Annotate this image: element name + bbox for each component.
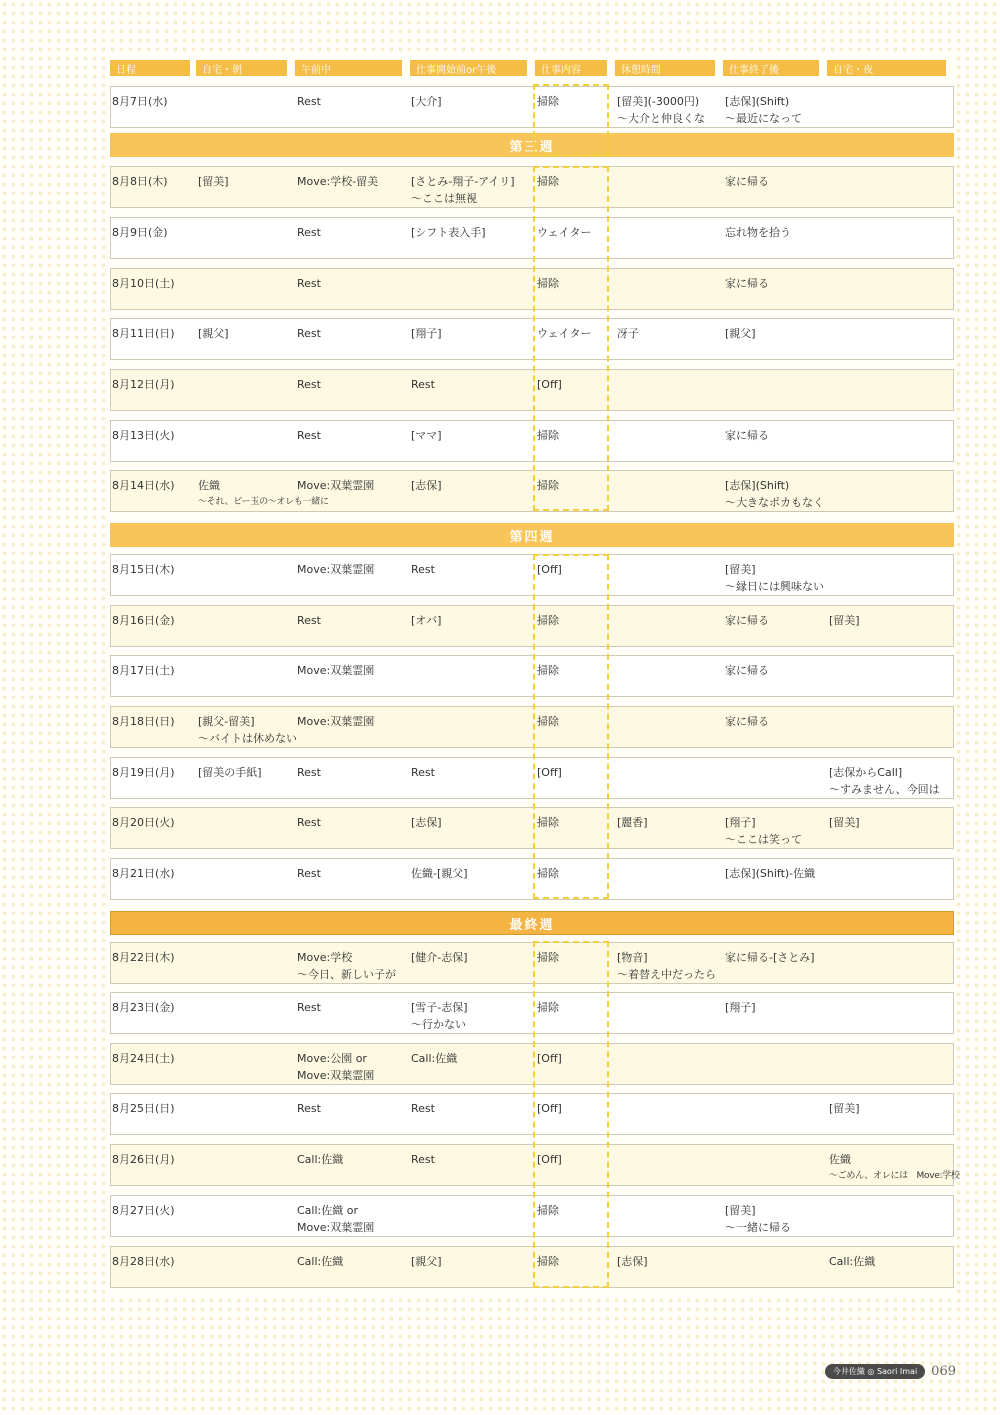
schedule-row — [110, 807, 954, 849]
cell-before-work — [411, 1253, 442, 1270]
week-banner: 最終週 — [110, 911, 954, 935]
cell-morning — [297, 376, 321, 393]
cell-line: Move:公園 or — [297, 1052, 367, 1065]
cell-line: [親父-留美] — [198, 715, 255, 728]
cell-after-work — [725, 999, 756, 1016]
cell-line: [オバ] — [411, 614, 442, 627]
cell-work — [537, 173, 559, 190]
cell-before-work — [411, 612, 441, 629]
week-banner: 第四週 — [110, 523, 954, 547]
cell-date — [112, 1050, 175, 1067]
cell-home-night — [829, 612, 860, 629]
cell-line: Call:佐織 — [829, 1255, 876, 1268]
schedule-row — [110, 706, 954, 748]
cell-break — [617, 1253, 648, 1270]
cell-line: 掃除 — [537, 867, 559, 880]
cell-break — [617, 949, 716, 983]
schedule-row — [110, 605, 954, 647]
cell-line: 家に帰る — [725, 614, 769, 627]
cell-date — [112, 376, 175, 393]
cell-line: [Off] — [537, 378, 562, 391]
cell-morning — [297, 1050, 374, 1084]
cell-line: [Off] — [537, 1052, 562, 1065]
cell-line: ～すみません、今回は — [829, 783, 940, 796]
cell-before-work — [411, 1050, 457, 1067]
schedule-row — [110, 992, 954, 1034]
cell-note: ～それ、ビー玉の～オレも一緒に — [198, 497, 329, 507]
cell-morning — [297, 764, 321, 781]
schedule-row — [110, 858, 954, 900]
schedule-sheet — [106, 56, 960, 1296]
cell-date — [112, 561, 175, 578]
cell-line: Move:双葉霊園 — [297, 1221, 375, 1234]
schedule-row — [110, 1043, 954, 1085]
cell-before-work — [411, 1100, 435, 1117]
cell-morning — [297, 999, 321, 1016]
cell-line: 佐織 — [198, 479, 220, 492]
cell-line: Rest — [297, 867, 321, 880]
cell-after-work — [725, 477, 824, 511]
schedule-row — [110, 217, 954, 259]
cell-date — [112, 1100, 175, 1117]
schedule-row — [110, 942, 954, 984]
cell-home-morning — [198, 713, 297, 747]
cell-after-work — [725, 561, 824, 595]
cell-line: Rest — [297, 226, 321, 239]
cell-morning — [297, 224, 321, 241]
cell-work — [537, 865, 559, 882]
cell-morning — [297, 662, 374, 679]
cell-line: [翔子] — [725, 1001, 756, 1014]
cell-line: 8月7日(水) — [112, 95, 168, 108]
cell-line: 家に帰る — [725, 664, 769, 677]
cell-work — [537, 561, 562, 578]
cell-after-work — [725, 865, 815, 882]
cell-line: Call:佐織 — [297, 1153, 344, 1166]
cell-home-morning — [198, 325, 229, 342]
cell-line: [留美] — [829, 1102, 860, 1115]
cell-before-work — [411, 477, 442, 494]
cell-line: 8月22日(木) — [112, 951, 175, 964]
cell-line: 8月14日(水) — [112, 479, 175, 492]
header-cell: 仕事内容 — [535, 60, 607, 76]
cell-line: Rest — [411, 563, 435, 576]
cell-line: 8月11日(日) — [112, 327, 175, 340]
cell-home-morning — [198, 173, 229, 190]
cell-line: 掃除 — [537, 429, 559, 442]
cell-home-night — [829, 1253, 875, 1270]
cell-date — [112, 224, 168, 241]
cell-work — [537, 1202, 559, 1219]
cell-morning — [297, 275, 321, 292]
cell-work — [537, 1050, 562, 1067]
cell-work — [537, 224, 592, 241]
week-banner: 第三週 — [110, 133, 954, 157]
cell-after-work — [725, 1202, 791, 1236]
cell-line: ウェイター — [537, 226, 592, 239]
cell-before-work — [411, 224, 486, 241]
cell-morning — [297, 561, 374, 578]
cell-date — [112, 764, 175, 781]
cell-morning — [297, 427, 321, 444]
cell-before-work — [411, 814, 442, 831]
cell-line: Rest — [411, 378, 435, 391]
cell-line: 掃除 — [537, 664, 559, 677]
cell-line: ～最近になって — [725, 112, 802, 125]
cell-after-work — [725, 612, 769, 629]
cell-line: Rest — [297, 1001, 321, 1014]
cell-line: [Off] — [537, 563, 562, 576]
cell-line: ～大きなポカもなく — [725, 496, 824, 509]
cell-line: [留美] — [829, 614, 860, 627]
cell-before-work — [411, 325, 442, 342]
cell-work — [537, 1151, 562, 1168]
cell-date — [112, 612, 175, 629]
cell-work — [537, 999, 559, 1016]
schedule-row — [110, 470, 954, 512]
cell-line: Rest — [297, 429, 321, 442]
cell-line: Move:双葉霊園 — [297, 715, 375, 728]
cell-morning — [297, 713, 374, 730]
cell-morning — [297, 1151, 343, 1168]
cell-after-work — [725, 325, 756, 342]
cell-after-work — [725, 814, 802, 848]
cell-work — [537, 764, 562, 781]
cell-line: [物音] — [617, 951, 648, 964]
cell-morning — [297, 949, 396, 983]
cell-line: [翔子] — [411, 327, 442, 340]
cell-line: [ママ] — [411, 429, 442, 442]
cell-work — [537, 477, 559, 494]
cell-work — [537, 612, 559, 629]
character-badge: 今井佐織 ◎ Saori Imai — [825, 1364, 925, 1379]
cell-line: Rest — [411, 766, 435, 779]
cell-line: ～着替え中だったら — [617, 968, 716, 981]
cell-line: Move:学校 — [297, 951, 353, 964]
cell-date — [112, 93, 168, 110]
cell-line: 8月16日(金) — [112, 614, 175, 627]
schedule-row — [110, 420, 954, 462]
cell-line: Move:双葉霊園 — [297, 563, 375, 576]
cell-work — [537, 325, 592, 342]
header-cell: 仕事終了後 — [723, 60, 819, 76]
cell-after-work — [725, 224, 791, 241]
cell-home-night — [829, 814, 860, 831]
cell-line: 8月9日(金) — [112, 226, 168, 239]
cell-morning — [297, 325, 321, 342]
cell-work — [537, 713, 559, 730]
cell-line: 8月10日(土) — [112, 277, 175, 290]
cell-line: [Off] — [537, 766, 562, 779]
cell-date — [112, 814, 175, 831]
cell-line: [麗香] — [617, 816, 648, 829]
cell-line: 8月12日(月) — [112, 378, 175, 391]
cell-line: Call:佐織 — [297, 1255, 344, 1268]
cell-work — [537, 662, 559, 679]
cell-line: [シフト表入手] — [411, 226, 486, 239]
cell-line: 忘れ物を拾う — [725, 226, 791, 239]
cell-work — [537, 814, 559, 831]
header-cell: 自宅・夜 — [827, 60, 946, 76]
cell-date — [112, 662, 175, 679]
cell-date — [112, 865, 175, 882]
cell-line: Move:双葉霊園 — [297, 479, 375, 492]
cell-after-work — [725, 275, 769, 292]
schedule-row — [110, 166, 954, 208]
cell-date — [112, 275, 175, 292]
cell-home-morning — [198, 764, 262, 781]
cell-line: 8月8日(木) — [112, 175, 168, 188]
cell-before-work — [411, 1151, 435, 1168]
cell-date — [112, 427, 175, 444]
cell-morning — [297, 173, 378, 190]
cell-before-work — [411, 561, 435, 578]
cell-home-night — [829, 1151, 960, 1185]
cell-line: ～今日、新しい子が — [297, 968, 396, 981]
cell-morning — [297, 814, 321, 831]
cell-work — [537, 1253, 559, 1270]
cell-line: [志保](Shift) — [725, 479, 790, 492]
cell-morning — [297, 93, 321, 110]
cell-line: 8月28日(水) — [112, 1255, 175, 1268]
cell-work — [537, 427, 559, 444]
cell-morning — [297, 1202, 374, 1236]
cell-line: 8月23日(金) — [112, 1001, 175, 1014]
cell-line: [志保] — [411, 479, 442, 492]
cell-line: 家に帰る — [725, 429, 769, 442]
cell-line: Move:双葉霊園 — [297, 664, 375, 677]
cell-line: 掃除 — [537, 175, 559, 188]
cell-line: [留美](-3000円) — [617, 95, 700, 108]
cell-date — [112, 999, 175, 1016]
cell-date — [112, 1253, 175, 1270]
cell-line: [翔子] — [725, 816, 756, 829]
schedule-row — [110, 554, 954, 596]
cell-line: Move:双葉霊園 — [297, 1069, 375, 1082]
cell-line: [親父] — [198, 327, 229, 340]
cell-after-work — [725, 427, 769, 444]
cell-after-work — [725, 93, 802, 127]
cell-line: ～行かない — [411, 1018, 466, 1031]
cell-line: Move:学校-留美 — [297, 175, 379, 188]
cell-line: ～一緒に帰る — [725, 1221, 791, 1234]
cell-morning — [297, 1100, 321, 1117]
cell-before-work — [411, 764, 435, 781]
schedule-row — [110, 655, 954, 697]
cell-morning — [297, 477, 374, 494]
cell-line: [留美の手紙] — [198, 766, 262, 779]
cell-date — [112, 1151, 175, 1168]
cell-line: [さとみ-翔子-アイリ] — [411, 175, 515, 188]
cell-line: 掃除 — [537, 614, 559, 627]
cell-line: Rest — [411, 1153, 435, 1166]
cell-line: 8月13日(火) — [112, 429, 175, 442]
schedule-row — [110, 86, 954, 128]
page-number: 069 — [931, 1364, 956, 1379]
cell-line: 冴子 — [617, 327, 639, 340]
cell-line: 8月15日(木) — [112, 563, 175, 576]
cell-date — [112, 325, 175, 342]
cell-work — [537, 93, 559, 110]
cell-line: 8月17日(土) — [112, 664, 175, 677]
cell-line: Rest — [297, 614, 321, 627]
cell-date — [112, 173, 168, 190]
cell-line: 掃除 — [537, 1001, 559, 1014]
cell-line: ～大介と仲良くな — [617, 112, 705, 125]
header-cell: 仕事開始前or午後 — [410, 60, 527, 76]
cell-line: [留美] — [198, 175, 229, 188]
header-cell: 休憩時間 — [615, 60, 715, 76]
cell-break — [617, 93, 705, 127]
cell-line: [Off] — [537, 1153, 562, 1166]
cell-line: 佐織 — [829, 1153, 851, 1166]
cell-work — [537, 275, 559, 292]
cell-line: [健介-志保] — [411, 951, 468, 964]
cell-line: [志保からCall] — [829, 766, 903, 779]
cell-home-night — [829, 1100, 860, 1117]
cell-line: ～ここは無視 — [411, 192, 477, 205]
cell-line: ～縁日には興味ない — [725, 580, 824, 593]
cell-line: [親父] — [725, 327, 756, 340]
cell-line: 8月21日(水) — [112, 867, 175, 880]
cell-line: Rest — [297, 816, 321, 829]
cell-line: 家に帰る-[さとみ] — [725, 951, 815, 964]
cell-line: Call:佐織 — [411, 1052, 458, 1065]
cell-line: [志保](Shift)-佐織 — [725, 867, 816, 880]
cell-before-work — [411, 865, 468, 882]
cell-after-work — [725, 662, 769, 679]
cell-before-work — [411, 376, 435, 393]
schedule-row — [110, 369, 954, 411]
header-cell: 自宅・朝 — [196, 60, 287, 76]
cell-line: 8月25日(日) — [112, 1102, 175, 1115]
cell-line: Call:佐織 or — [297, 1204, 358, 1217]
cell-break — [617, 814, 648, 831]
cell-line: Rest — [411, 1102, 435, 1115]
cell-line: [留美] — [725, 1204, 756, 1217]
page-footer — [825, 1364, 956, 1379]
cell-date — [112, 713, 175, 730]
cell-work — [537, 376, 562, 393]
cell-line: [Off] — [537, 1102, 562, 1115]
cell-note: ～ごめん、オレには Move:学校 — [829, 1171, 960, 1181]
cell-line: 掃除 — [537, 1204, 559, 1217]
cell-line: Rest — [297, 95, 321, 108]
cell-line: Rest — [297, 766, 321, 779]
cell-morning — [297, 612, 321, 629]
cell-before-work — [411, 93, 442, 110]
cell-line: ウェイター — [537, 327, 592, 340]
cell-line: ～バイトは休めない — [198, 732, 297, 745]
cell-line: 掃除 — [537, 951, 559, 964]
cell-line: 掃除 — [537, 1255, 559, 1268]
cell-line: [志保] — [617, 1255, 648, 1268]
cell-after-work — [725, 173, 769, 190]
cell-before-work — [411, 999, 468, 1033]
cell-line: 家に帰る — [725, 715, 769, 728]
cell-line: [留美] — [829, 816, 860, 829]
schedule-row — [110, 268, 954, 310]
cell-line: 掃除 — [537, 715, 559, 728]
cell-work — [537, 1100, 562, 1117]
cell-line: [親父] — [411, 1255, 442, 1268]
schedule-row — [110, 1195, 954, 1237]
cell-morning — [297, 1253, 343, 1270]
cell-line: Rest — [297, 277, 321, 290]
cell-after-work — [725, 949, 815, 966]
cell-line: 家に帰る — [725, 277, 769, 290]
schedule-row — [110, 1093, 954, 1135]
cell-line: [留美] — [725, 563, 756, 576]
schedule-row — [110, 318, 954, 360]
cell-line: 8月19日(月) — [112, 766, 175, 779]
header-cell: 日程 — [110, 60, 190, 76]
cell-break — [617, 325, 639, 342]
cell-morning — [297, 865, 321, 882]
schedule-row — [110, 1144, 960, 1186]
schedule-row — [110, 757, 954, 799]
cell-before-work — [411, 427, 442, 444]
cell-line: 掃除 — [537, 816, 559, 829]
cell-line: 8月27日(火) — [112, 1204, 175, 1217]
cell-line: 8月18日(日) — [112, 715, 175, 728]
cell-line: Rest — [297, 378, 321, 391]
cell-line: Rest — [297, 1102, 321, 1115]
cell-line: 8月20日(火) — [112, 816, 175, 829]
cell-work — [537, 949, 559, 966]
cell-date — [112, 1202, 175, 1219]
cell-date — [112, 949, 175, 966]
cell-line: 8月26日(月) — [112, 1153, 175, 1166]
cell-line: Rest — [297, 327, 321, 340]
schedule-row — [110, 1246, 954, 1288]
cell-line: [雪子-志保] — [411, 1001, 468, 1014]
cell-before-work — [411, 949, 468, 966]
cell-home-night — [829, 764, 940, 798]
cell-line: [大介] — [411, 95, 442, 108]
cell-before-work — [411, 173, 515, 207]
header-cell: 午前中 — [295, 60, 402, 76]
cell-after-work — [725, 713, 769, 730]
cell-line: ～ここは笑って — [725, 833, 802, 846]
cell-line: 掃除 — [537, 479, 559, 492]
cell-line: [志保] — [411, 816, 442, 829]
cell-line: [志保](Shift) — [725, 95, 790, 108]
cell-line: 家に帰る — [725, 175, 769, 188]
cell-line: 掃除 — [537, 277, 559, 290]
cell-line: 8月24日(土) — [112, 1052, 175, 1065]
cell-date — [112, 477, 175, 494]
cell-line: 佐織-[親父] — [411, 867, 468, 880]
cell-line: 掃除 — [537, 95, 559, 108]
